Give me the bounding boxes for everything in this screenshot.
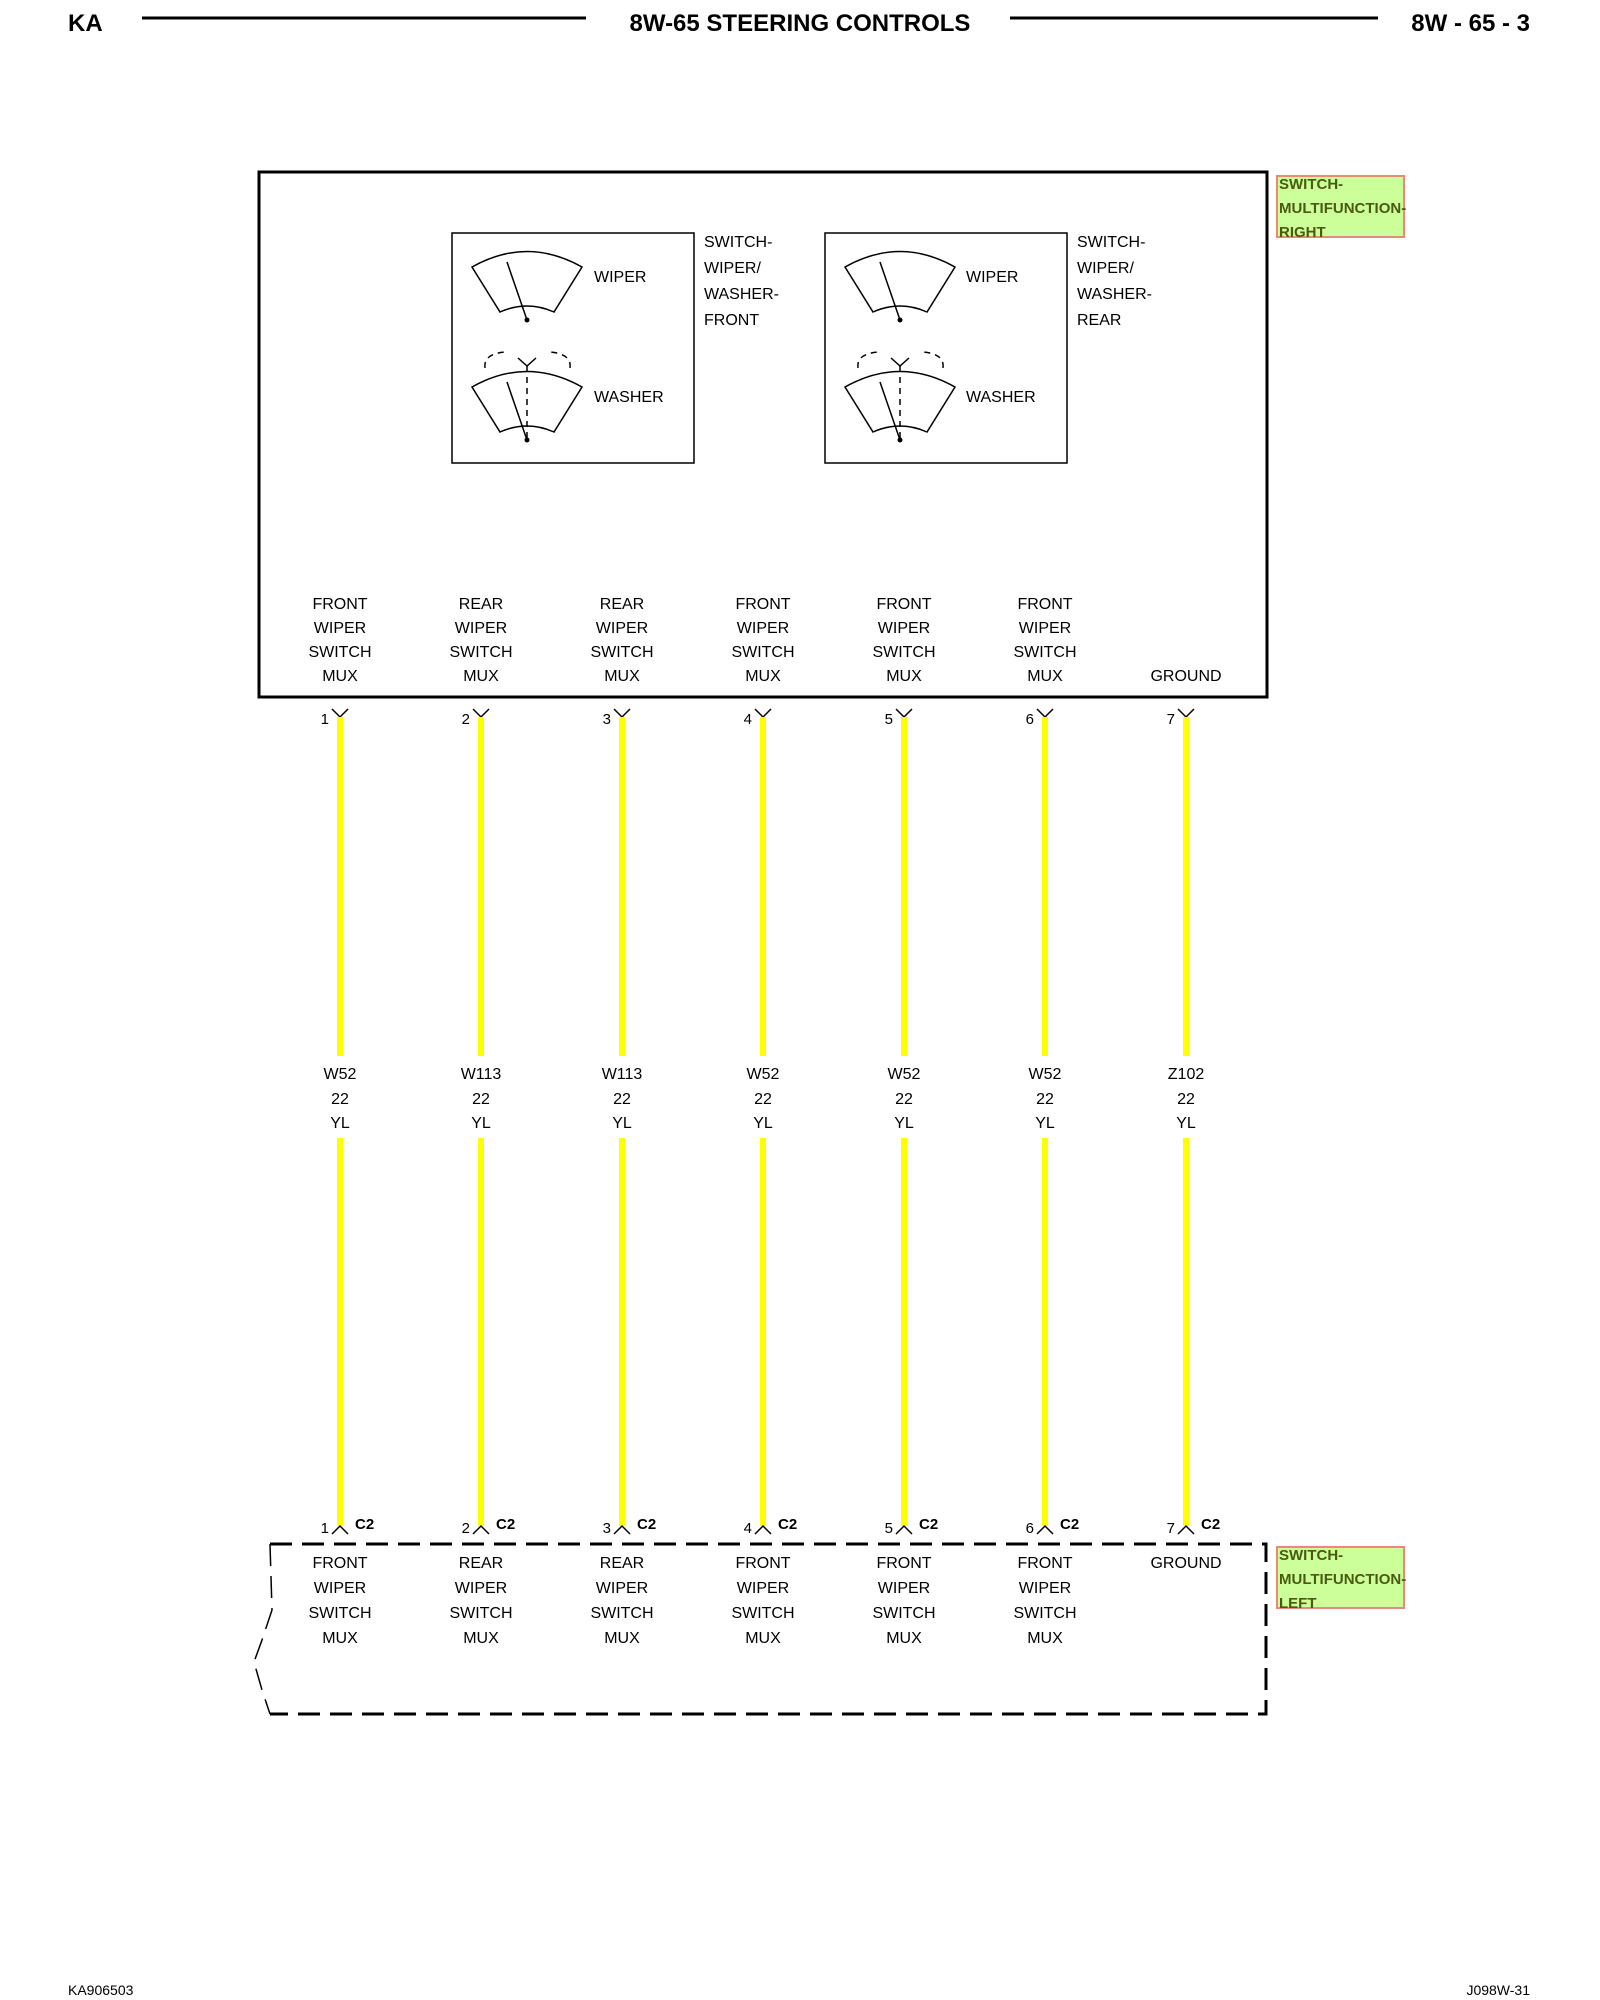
top-pin-number: 5 [884,711,893,728]
component-label-line: MULTIFUNCTION- [1279,1571,1407,1588]
wire-color: YL [753,1115,773,1132]
rear-switch-box [825,233,1067,463]
top-pin-label-line: MUX [604,668,640,685]
bottom-pin-label-line: FRONT [312,1555,368,1572]
top-pin-label-line: FRONT [876,596,932,613]
footer-left: KA906503 [68,1982,134,1998]
top-pin-label-line: SWITCH [872,644,936,661]
bottom-pin-label-line: WIPER [454,1580,508,1597]
front-wiper-label: WIPER [594,269,647,286]
top-pin-label-line: FRONT [735,596,791,613]
front-switch-label-line: SWITCH- [704,234,773,251]
top-pin-label-line: WIPER [454,620,508,637]
bottom-pin-number: 2 [461,1520,470,1537]
bottom-pin-label-line: REAR [599,1555,645,1572]
front-washer-label: WASHER [594,389,664,406]
wire-circuit: W52 [746,1066,780,1083]
front-switch-label-line: FRONT [704,312,760,329]
bottom-terminal-marker [332,1526,348,1534]
washer-icon [472,352,582,443]
front-switch-label-line: WIPER/ [704,260,761,277]
top-pin-label-line: MUX [886,668,922,685]
header-right: 8W - 65 - 3 [1411,10,1530,37]
top-pin-label-line: SWITCH [308,644,372,661]
bottom-pin-label-line: SWITCH [308,1605,372,1622]
wire-color: YL [330,1115,350,1132]
wire-color: YL [1035,1115,1055,1132]
wire-gauge: 22 [472,1091,490,1108]
bottom-terminal-marker [1037,1526,1053,1534]
connector-id: C2 [637,1516,657,1533]
switch-multifunction-right-label [1277,176,1406,241]
bottom-pin-number: 4 [743,1520,752,1537]
bottom-pin-label-line: MUX [745,1630,781,1647]
footer-right: J098W-31 [1466,1982,1530,1998]
rear-switch-label-line: WASHER- [1077,286,1152,303]
top-pin-label-line: MUX [1027,668,1063,685]
top-pin-number: 3 [602,711,611,728]
component-label-line: SWITCH- [1279,1547,1344,1564]
top-pin-number: 2 [461,711,470,728]
top-pin-number: 1 [320,711,329,728]
bottom-pin-label-line: SWITCH [590,1605,654,1622]
top-terminal-marker [1178,709,1194,717]
top-pin-label-line: WIPER [877,620,931,637]
top-pin-label-line: MUX [322,668,358,685]
bottom-pin-label-line: REAR [458,1555,504,1572]
bottom-pin-label-line: WIPER [313,1580,367,1597]
bottom-pin-number: 7 [1166,1520,1175,1537]
wire-gauge: 22 [331,1091,349,1108]
bottom-pin-label-line: MUX [463,1630,499,1647]
top-terminal-marker [896,709,912,717]
top-pin-label-line: REAR [599,596,645,613]
bottom-pin-label-line: MUX [604,1630,640,1647]
wire-gauge: 22 [895,1091,913,1108]
bottom-pin-number: 1 [320,1520,329,1537]
connector-id: C2 [919,1516,939,1533]
bottom-pin-number: 6 [1025,1520,1034,1537]
bottom-terminal-marker [614,1526,630,1534]
top-pin-label-line: SWITCH [449,644,513,661]
bottom-pin-label-line: FRONT [735,1555,791,1572]
bottom-terminal-marker [473,1526,489,1534]
wire-gauge: 22 [1036,1091,1054,1108]
bottom-pin-label-line: WIPER [1018,1580,1072,1597]
connector-id: C2 [1201,1516,1221,1533]
bottom-pin-label-line: SWITCH [449,1605,513,1622]
front-switch-box [452,233,694,463]
top-pin-label-line: FRONT [1017,596,1073,613]
switch-wiper-washer-rear [825,233,1152,463]
top-pin-label-line: WIPER [1018,620,1072,637]
top-pin-number: 7 [1166,711,1175,728]
wire-circuit: W52 [323,1066,357,1083]
switch-wiper-washer-front [452,233,779,463]
wiper-icon [845,252,955,323]
bottom-pin-number: 5 [884,1520,893,1537]
top-pin-label-line: WIPER [313,620,367,637]
bottom-pin-label-line: SWITCH [1013,1605,1077,1622]
wire-gauge: 22 [754,1091,772,1108]
top-pin-label-line: MUX [463,668,499,685]
bottom-terminal-marker [755,1526,771,1534]
component-label-line: MULTIFUNCTION- [1279,200,1407,217]
front-switch-label-line: WASHER- [704,286,779,303]
connector-id: C2 [1060,1516,1080,1533]
top-pin-label-line: WIPER [736,620,790,637]
wire-circuit: W52 [1028,1066,1062,1083]
wire-circuit: W113 [460,1066,502,1083]
top-pin-number: 6 [1025,711,1034,728]
bottom-pin-number: 3 [602,1520,611,1537]
top-pin-label-line: SWITCH [731,644,795,661]
header-title: 8W-65 STEERING CONTROLS [629,10,971,37]
top-pin-number: 4 [743,711,752,728]
bottom-pin-label-line: MUX [322,1630,358,1647]
bottom-pin-label-line: SWITCH [731,1605,795,1622]
bottom-pin-label-line: FRONT [876,1555,932,1572]
bottom-pin-label-line: MUX [886,1630,922,1647]
wire-color: YL [894,1115,914,1132]
top-pin-label-line: FRONT [312,596,368,613]
top-terminal-marker [1037,709,1053,717]
bottom-pin-label-line: GROUND [1150,1555,1222,1572]
component-label-line: LEFT [1279,1595,1317,1612]
wire-circuit: Z102 [1167,1066,1205,1083]
wire-gauge: 22 [1177,1091,1195,1108]
top-pin-label-line: REAR [458,596,504,613]
switch-multifunction-left-label [1277,1547,1406,1612]
page-header [68,10,1530,37]
washer-icon [845,352,955,443]
rear-washer-label: WASHER [966,389,1036,406]
top-terminal-marker [614,709,630,717]
connector-id: C2 [778,1516,798,1533]
bottom-pin-label-line: SWITCH [872,1605,936,1622]
bottom-pin-label-line: MUX [1027,1630,1063,1647]
top-pin-label-line: SWITCH [590,644,654,661]
bottom-pin-label-line: WIPER [595,1580,649,1597]
wire-color: YL [612,1115,632,1132]
wire-gauge: 22 [613,1091,631,1108]
connector-id: C2 [355,1516,375,1533]
connector-id: C2 [496,1516,516,1533]
wire-color: YL [1176,1115,1196,1132]
top-terminal-marker [332,709,348,717]
rear-switch-label-line: WIPER/ [1077,260,1134,277]
wire-circuit: W113 [601,1066,643,1083]
wires [308,596,1221,1647]
component-label-line: RIGHT [1279,224,1326,241]
bottom-pin-label-line: WIPER [736,1580,790,1597]
wiper-icon [472,252,582,323]
bottom-pin-label-line: WIPER [877,1580,931,1597]
wire-circuit: W52 [887,1066,921,1083]
top-pin-label-line: SWITCH [1013,644,1077,661]
rear-switch-label-line: REAR [1077,312,1122,329]
top-pin-label-line: GROUND [1150,668,1222,685]
wire-color: YL [471,1115,491,1132]
component-label-line: SWITCH- [1279,176,1344,193]
rear-switch-label-line: SWITCH- [1077,234,1146,251]
header-left: KA [68,10,103,37]
bottom-terminal-marker [896,1526,912,1534]
top-pin-label-line: MUX [745,668,781,685]
bottom-pin-label-line: FRONT [1017,1555,1073,1572]
rear-wiper-label: WIPER [966,269,1019,286]
top-terminal-marker [473,709,489,717]
top-pin-label-line: WIPER [595,620,649,637]
top-terminal-marker [755,709,771,717]
bottom-terminal-marker [1178,1526,1194,1534]
